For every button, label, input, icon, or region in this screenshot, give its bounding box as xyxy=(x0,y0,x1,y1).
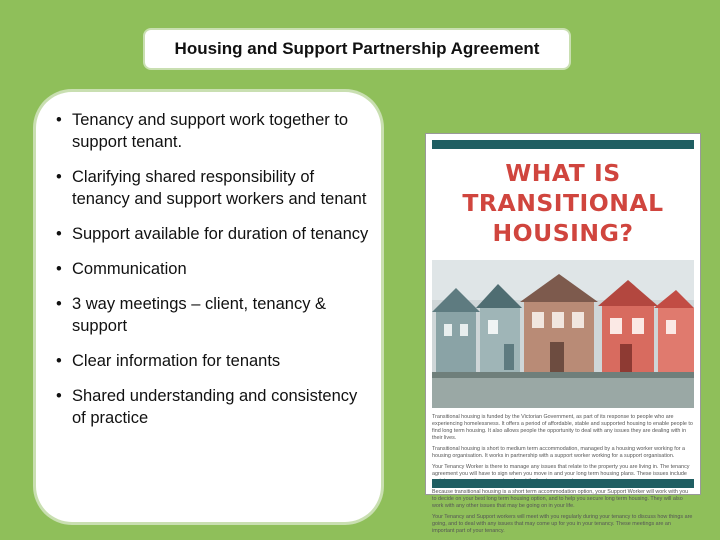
bullet-text: 3 way meetings – client, tenancy & support xyxy=(72,295,327,335)
poster-headline-line: WHAT IS xyxy=(505,159,621,187)
bullet-dot: • xyxy=(56,260,62,278)
poster-top-bar xyxy=(432,140,694,149)
bullet-item xyxy=(56,350,369,372)
poster-headline xyxy=(426,158,700,248)
bullet-item xyxy=(56,166,369,210)
bullet-text: Clear information for tenants xyxy=(72,352,281,370)
poster-paragraph: Transitional housing is short to medium term accommodation, managed by a housing worker working for a housing organisation. It works in partnership with a support worker working for a support organisation. xyxy=(432,446,685,459)
bullet-item xyxy=(56,385,369,429)
poster-headline-line: HOUSING? xyxy=(492,219,634,247)
bullet-dot: • xyxy=(56,387,62,405)
bullet-text: Clarifying shared responsibility of tenancy and support workers and tenant xyxy=(72,168,367,208)
poster-headline-line: TRANSITIONAL xyxy=(462,189,664,217)
bullet-item xyxy=(56,109,369,153)
poster-paragraph: Your Tenancy and Support workers will meet with you regularly during your tenancy to discuss how things are going, and to deal with any issues that may come up for you in your tenancy. These meetings are an important part of your tenancy. xyxy=(432,514,693,534)
bullet-card xyxy=(36,92,381,522)
bullet-list xyxy=(36,92,381,429)
poster-paragraph: Your Tenancy Worker is there to manage any issues that relate to the property you are living in. The tenancy agreement you will have to sign when you move in and your long term housing plans. These issues include xyxy=(432,464,690,477)
bullet-text: Tenancy and support work together to support tenant. xyxy=(72,111,349,151)
bullet-item xyxy=(56,293,369,337)
slide-title: Housing and Support Partnership Agreement xyxy=(145,30,569,68)
bullet-dot: • xyxy=(56,295,62,313)
bullet-item xyxy=(56,223,369,245)
bullet-dot: • xyxy=(56,111,62,129)
poster-houses-photo xyxy=(432,260,694,408)
poster-image xyxy=(425,133,701,534)
bullet-dot: • xyxy=(56,225,62,243)
poster-bottom-bar xyxy=(432,479,694,488)
bullet-dot: • xyxy=(56,168,62,186)
poster-paragraph: Because transitional housing is a short term accommodation option, your Support Worker will work with you to decide on your best long term housing option, and to help you secure long term housing. They will also work with any other issues that may be going on in your life. xyxy=(432,489,689,509)
bullet-dot: • xyxy=(56,352,62,370)
bullet-item xyxy=(56,258,369,280)
poster-paragraph: Transitional housing is funded by the Victorian Government, as part of its response to people who are experiencing homelessness. It offers a period of affordable, stable and supported housing to enable people to find long term housing. It also allows people the opportunity to deal with any issues they are dealing with in their lives. xyxy=(432,414,693,441)
bullet-text: Shared understanding and consistency of practice xyxy=(72,387,358,427)
bullet-text: Support available for duration of tenancy xyxy=(72,225,369,243)
bullet-text: Communication xyxy=(72,260,187,278)
